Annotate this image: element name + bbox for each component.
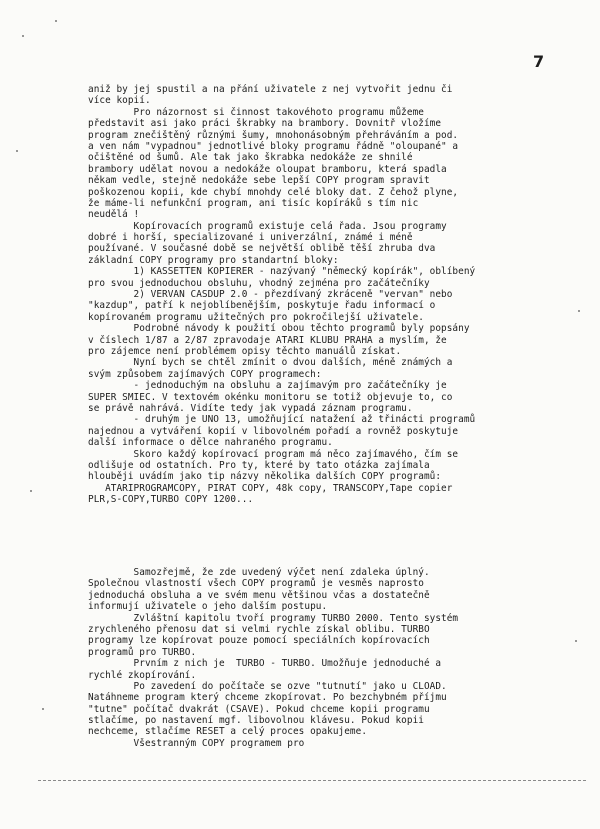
text-line: rychlé zkopírování. [88,669,197,681]
text-line: zrychleného přenosu dat si velmi rychle získal oblibu. TURBO [88,623,430,635]
speck [55,20,57,22]
text-line: v číslech 1/87 a 2/87 zpravodaje ATARI KLUBU PRAHA a myslím, že [88,334,447,346]
text-line: "tutne" počítač dvakrát (CSAVE). Pokud chceme kopii programu [88,703,430,715]
speck [16,150,18,152]
text-line: Skoro každý kopírovací program má něco zajímavého, čím se [88,448,459,460]
text-line: - druhým je UNO 13, umožňující natažení až třinácti programů [88,414,476,426]
text-line: představit asi jako práci škrabky na brambory. Dovnitř vložíme [88,118,442,130]
text-line: Samozřejmě, že zde uvedený výčet není zdaleka úplný. [88,567,430,578]
text-line: Prvním z nich je TURBO - TURBO. Umožňuje jednoduché a [88,658,442,670]
text-line: informují uživatele o jeho dalším postupu. [88,601,328,613]
text-line: používané. V současné době se největší oblibě těší zhruba dva [88,243,436,255]
text-line: aniž by jej spustil a na přání uživatele z nej vytvořit jednu či [88,84,453,95]
text-block-2 [88,567,588,749]
text-line: Natáhneme program který chceme zkopírovat. Po bezchybném příjmu [88,692,447,704]
speck [22,35,24,37]
text-line: 1) KASSETTEN KOPIERER - nazývaný "německý kopírák", oblíbený [88,266,476,278]
text-line: někam vedle, stejně nedokáže sebe lepší COPY program spravit [88,175,430,187]
text-line: najednou a vytváření kopií v libovolném pořadí a rovněž poskytuje [88,425,459,437]
text-line: Zvláštní kapitolu tvoří programy TURBO 2000. Tento systém [88,612,459,624]
text-line: Nyní bych se chtěl zmínit o dvou dalších, méně známých a [88,357,453,369]
text-line: - jednoduchým na obsluhu a zajímavým pro začátečníky je [88,380,447,392]
text-line: stlačíme, po nastavení mgf. libovolnou klávesu. Pokud kopii [88,715,424,727]
text-line: pro svou jednoduchou obsluhu, vhodný zejména pro začátečníky [88,277,430,289]
text-line: základní COPY programy pro standartní bloky: [88,254,339,266]
text-line: jednoduchá obsluha a ve svém menu většinou včas a dostatečně [88,589,430,601]
speck [42,708,44,710]
text-line: program znečištěný různými šumy, mnohonásobným přehráváním a pod. [88,129,459,141]
text-line: programy lze kopírovat pouze pomocí speciálních kopírovacích [88,635,430,647]
text-line: pro zájemce není problémem opisy těchto manuálů získat. [88,345,402,357]
text-line: kopírovaném programu užitečných pro pokročilejší uživatele. [88,311,424,323]
text-line: PLR,S-COPY,TURBO COPY 1200... [88,494,254,506]
text-line: nechceme, stlačíme RESET a celý proces opakujeme. [88,726,368,738]
text-line: "kazdup", patří k nejoblíbenějším, poskytuje řadu informací o [88,300,436,312]
text-line: Podrobné návody k použití obou těchto programů byly popsány [88,323,470,335]
text-line: Po zavedení do počítače se ozve "tutnutí" jako u CLOAD. [88,680,447,692]
text-line: Kopírovacích programů existuje celá řada. Jsou programy [88,220,447,232]
page-number: 7 [533,52,545,71]
text-line: a ven nám "vypadnou" jednotlivé bloky programu řádně "oloupané" a [88,140,459,152]
text-line: neudělá ! [88,209,140,221]
text-line: programů pro TURBO. [88,646,197,658]
text-line: ATARIPROGRAMCOPY, PIRAT COPY, 48k copy, TRANSCOPY,Tape copier [88,482,453,494]
text-line: Společnou vlastností všech COPY programů je vesměs naprosto [88,578,424,590]
text-line: více kopií. [88,95,151,107]
speck [575,640,577,642]
text-line: se právě nahrává. Vidíte tedy jak vypadá záznam programu. [88,402,413,414]
text-line: 2) VERVAN CASDUP 2.0 - přezdívaný zkráceně "vervan" nebo [88,289,453,301]
text-line: odlišuje od ostatních. Pro ty, které by tato otázka zajímala [88,459,430,471]
text-line: že máme-li nefunkční program, ani tisíc kopíráků s tím nic [88,197,419,209]
dotted-rule [38,780,586,781]
speck [30,490,32,492]
text-line: očištěné od šumů. Ale tak jako škrabka nedokáže ze shnilé [88,152,413,164]
text-line: brambory udělat novou a nedokáže oloupat bramboru, která spadla [88,163,447,175]
speck [578,310,580,312]
text-line: další informace o dělce nahraného programu. [88,437,333,449]
text-line: dobré i horší, specializované i univerzální, známé i méně [88,232,413,244]
text-line: svým způsobem zajímavých COPY programech: [88,368,322,380]
text-line: poškozenou kopii, kde chybí mnohdy celé bloky dat. Z čehož plyne, [88,186,459,198]
text-line: Všestranným COPY programem pro [88,737,305,749]
text-line: Pro názornost si činnost takovéhoto programu můžeme [88,106,424,118]
text-line: hlouběji uvádím jako tip názvy několika dalších COPY programů: [88,471,442,483]
text-block-1 [88,84,588,505]
text-line: SUPER SMIEC. V textovém okénku monitoru se totiž objevuje to, co [88,391,453,403]
